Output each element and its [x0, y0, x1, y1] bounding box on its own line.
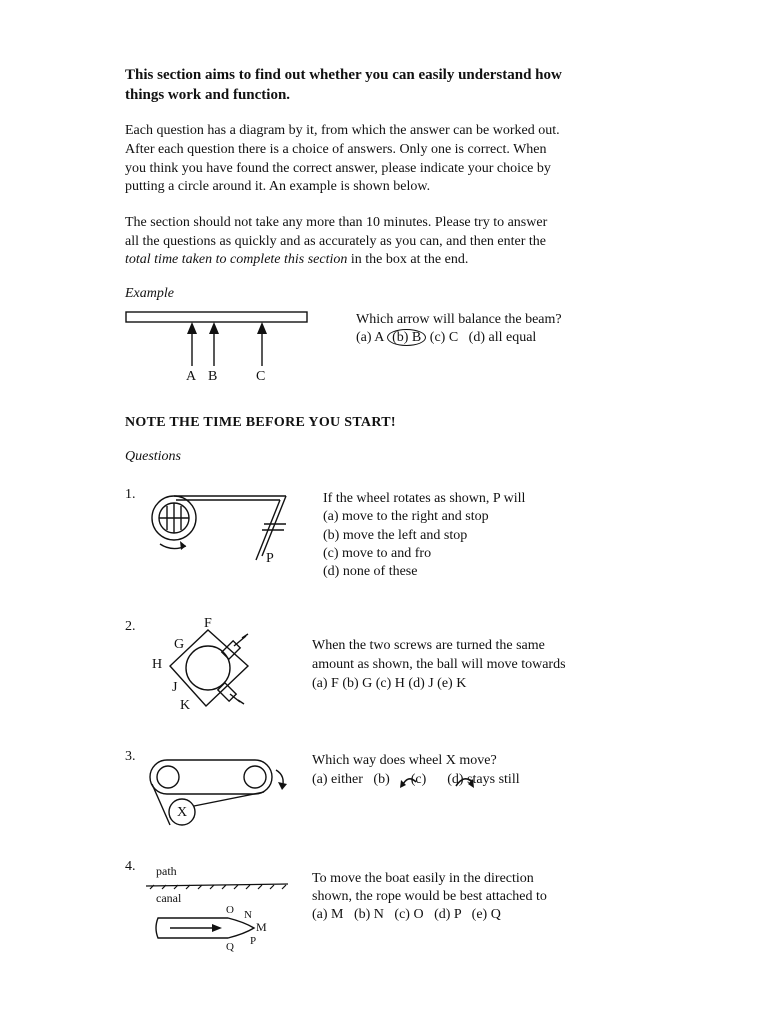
question-2-label-g: G [174, 637, 185, 652]
question-4-number: 4. [125, 859, 136, 874]
question-2-text-line-2: amount as shown, the ball will move towards [312, 657, 566, 672]
question-4-label-path: path [156, 864, 177, 878]
question-4-label-canal: canal [156, 891, 182, 905]
question-3-text: Which way does wheel X move? [312, 753, 497, 768]
question-1-option-c: (c) move to and fro [323, 546, 432, 561]
time-instructions-end: in the box at the end. [347, 252, 469, 267]
arrow-label-a: A [186, 369, 197, 384]
instructions-line-4: putting a circle around it. An example is shown below. [125, 179, 431, 194]
question-3-options: (a) either (b) (c) (d) stays still [312, 772, 520, 787]
question-4-label-p: P [250, 935, 257, 947]
question-1-text: If the wheel rotates as shown, P will [323, 491, 526, 506]
question-1-number: 1. [125, 487, 136, 502]
question-2-label-k: K [180, 698, 191, 713]
section-heading-line-1: This section aims to find out whether you can easily understand how [125, 67, 562, 83]
section-heading-line-2: things work and function. [125, 87, 291, 103]
question-4-label-o: O [226, 904, 234, 916]
questions-label: Questions [125, 449, 181, 464]
question-2-label-h: H [152, 657, 163, 672]
example-label: Example [125, 286, 174, 301]
question-2-options: (a) F (b) G (c) H (d) J (e) K [312, 676, 467, 691]
question-2-label-f: F [204, 616, 212, 631]
question-4-text-line-1: To move the boat easily in the direction [312, 871, 534, 886]
question-1-option-d: (d) none of these [323, 564, 418, 579]
question-3-label-x: X [177, 805, 188, 820]
example-options-rest: (c) C (d) all equal [429, 330, 537, 345]
question-1-option-a: (a) move to the right and stop [323, 509, 489, 524]
instructions-line-3: you think you have found the correct answer, please indicate your choice by [125, 161, 551, 176]
question-2-number: 2. [125, 619, 136, 634]
example-option-a: (a) A [356, 330, 384, 345]
question-2-text-line-1: When the two screws are turned the same [312, 638, 545, 653]
question-1-option-b: (b) move the left and stop [323, 528, 468, 543]
time-instructions-line-2: all the questions as quickly and as accurately as you can, and then enter the [125, 234, 547, 249]
question-1-label-p: P [266, 551, 274, 566]
example-option-b-circled: (b) B [387, 329, 426, 346]
question-2-label-j: J [172, 680, 178, 695]
question-4-options: (a) M (b) N (c) O (d) P (e) Q [312, 907, 501, 922]
arrow-label-c: C [256, 369, 266, 384]
question-4-label-m: M [256, 920, 267, 934]
total-time-phrase: total time taken to complete this section [125, 252, 348, 267]
question-4-text-line-2: shown, the rope would be best attached to [312, 889, 547, 904]
question-4-label-n: N [244, 909, 252, 921]
instructions-line-2: After each question there is a choice of answers. Only one is correct. When [125, 142, 547, 157]
time-instructions-line-1: The section should not take any more than 10 minutes. Please try to answer [125, 215, 548, 230]
instructions-line-1: Each question has a diagram by it, from which the answer can be worked out. [125, 123, 560, 138]
note-time: NOTE THE TIME BEFORE YOU START! [125, 415, 396, 430]
question-4-label-q: Q [226, 941, 234, 953]
example-question: Which arrow will balance the beam? [356, 312, 562, 327]
arrow-label-b: B [208, 369, 218, 384]
question-3-number: 3. [125, 749, 136, 764]
